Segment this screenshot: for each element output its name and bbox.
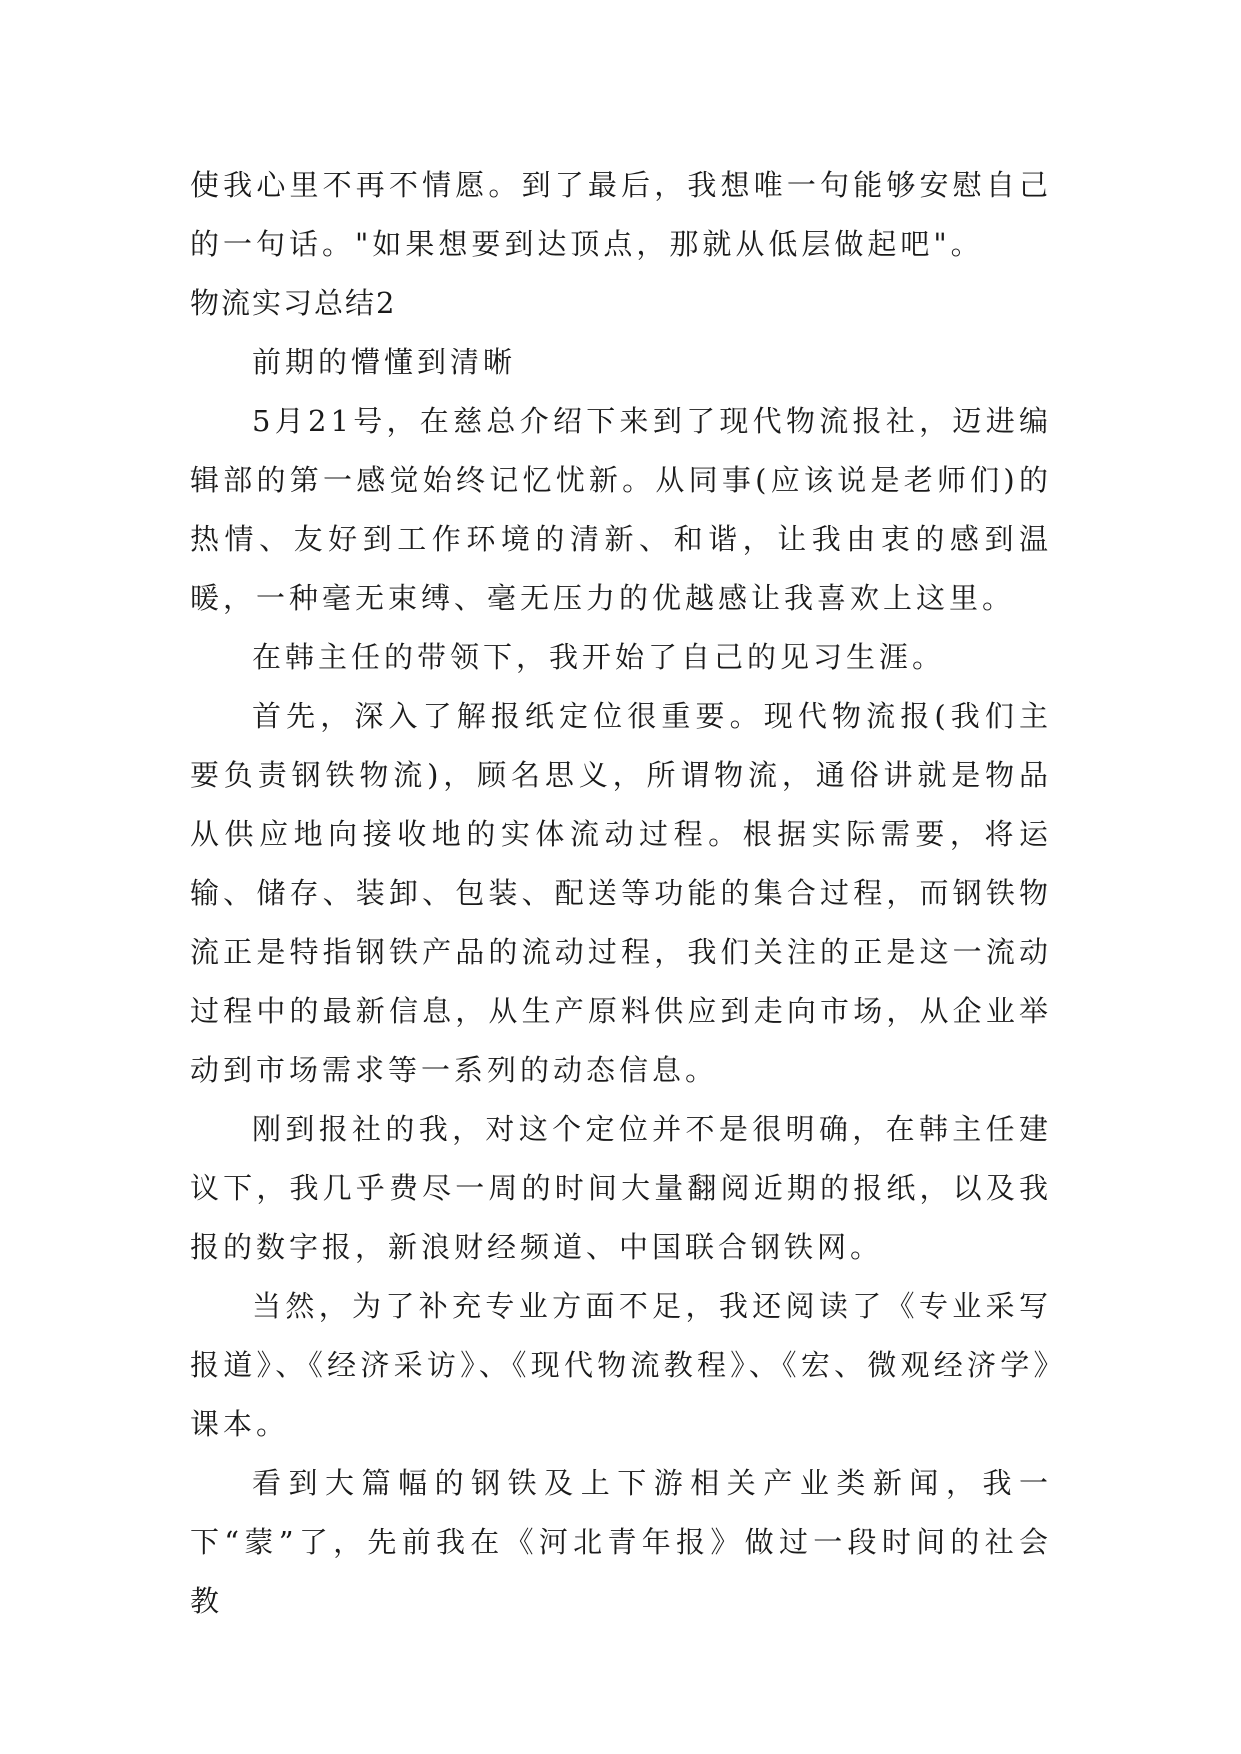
paragraph: 首先，深入了解报纸定位很重要。现代物流报(我们主要负责钢铁物流)，顾名思义，所谓物流，通俗讲就是物品从供应地向接收地的实体流动过程。根据实际需要，将运输、储存、装卸、包装、配送等功能的集合过程，而钢铁物流正是特指钢铁产品的流动过程，我们关注的正是这一流动过程中的最新信息，从生产原料供应到走向市场，从企业举动到市场需求等一系列的动态信息。: [190, 699, 1052, 1087]
paragraph: 5月21号，在慈总介绍下来到了现代物流报社，迈进编辑部的第一感觉始终记忆忧新。从同事(应该说是老师们)的热情、友好到工作环境的清新、和谐，让我由衷的感到温暖，一种毫无束缚、毫无压力的优越感让我喜欢上这里。: [190, 404, 1052, 615]
document-body: [190, 156, 1052, 1631]
paragraph-continuation: 使我心里不再不情愿。到了最后，我想唯一句能够安慰自己的一句话。"如果想要到达顶点，那就从低层做起吧"。: [190, 168, 1052, 261]
paragraph: 刚到报社的我，对这个定位并不是很明确，在韩主任建议下，我几乎费尽一周的时间大量翻阅近期的报纸，以及我报的数字报，新浪财经频道、中国联合钢铁网。: [190, 1112, 1052, 1264]
paragraph: 当然，为了补充专业方面不足，我还阅读了《专业采写报道》、《经济采访》、《现代物流教程》、《宏、微观经济学》课本。: [190, 1289, 1052, 1441]
section-heading: 物流实习总结2: [190, 286, 397, 320]
paragraph: 看到大篇幅的钢铁及上下游相关产业类新闻，我一下“蒙”了，先前我在《河北青年报》做过一段时间的社会教: [190, 1466, 1052, 1618]
subheading: 前期的懵懂到清晰: [252, 345, 517, 379]
paragraph: 在韩主任的带领下，我开始了自己的见习生涯。: [252, 640, 946, 674]
